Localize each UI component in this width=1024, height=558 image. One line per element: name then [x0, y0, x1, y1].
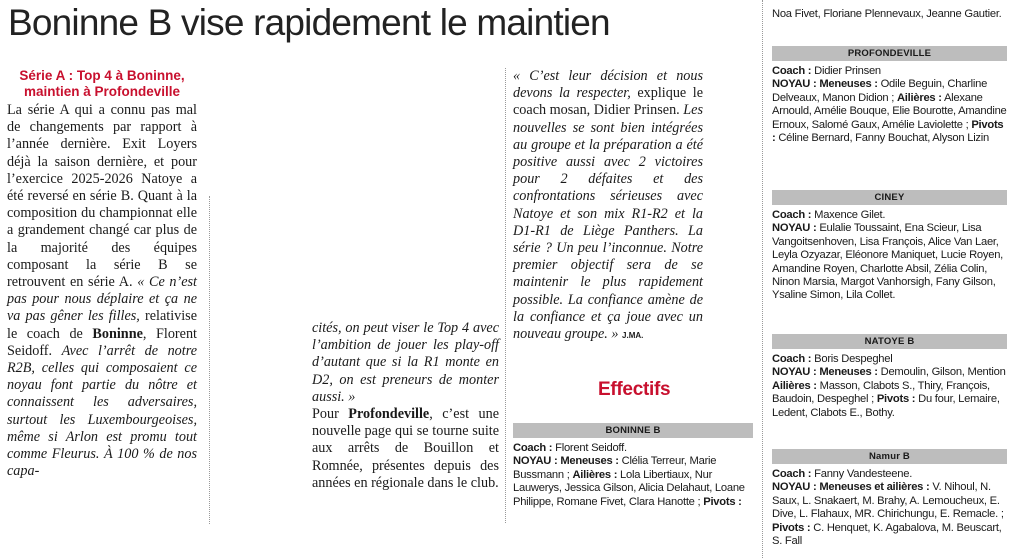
team-block-natoye — [772, 334, 1007, 420]
team-name-profondeville: Profondeville — [348, 406, 430, 423]
quote-text: cités, on peut viser le Top 4 avec l’ambition de jouer les play-off d’autant que si la R1 monte en D2, on est preneurs de monter aussi. » — [312, 320, 499, 405]
quote-text: Les nouvelles se sont bien intégrées au groupe et la préparation a été positive aussi avec 2 victoires pour 2 défaites et des confrontations sérieuses avec Natoye et son mix R1-R2 et la D1-R1 de Liège Panthers. La série ? Un peu l’inconnue. Notre premier objectif sera de se maintenir le plus rapidement possible. La confiance amène de la confiance et ça joue avec un nouveau groupe. » — [513, 102, 703, 343]
article-kicker — [7, 68, 197, 99]
team-roster-boninne: Coach : Florent Seidoff. NOYAU : Meneuses : Clélia Terreur, Marie Bussmann ; Ailières : Lola Libertiaux, Nur Lauwerys, Jessica Gilson, Alicia Delahaut, Loane Philippe, Romane Fivet, Clara Hanotte ; Pivots : — [513, 442, 745, 508]
team-roster-natoye: Coach : Boris Despeghel NOYAU : Meneuses : Demoulin, Gilson, Mention Ailières : Masson, Clabots S., Thiry, François, Baudoin, Despeghel ; Pivots : Du four, Lemaire, Ledent, Clabots E., Bothy. — [772, 353, 1006, 419]
team-block-namur — [772, 449, 1007, 548]
team-roster-profondeville: Coach : Didier Prinsen NOYAU : Meneuses : Odile Beguin, Charline Delveaux, Manon Didion ; Ailières : Alexane Arnould, Amélie Bouque, Elie Bourotte, Amandine Ernoux, Salomé Gaux, Amélie Laviolette ; Pivots : Céline Bernard, Fanny Bouchat, Alyson Lizin — [772, 65, 1007, 145]
team-roster-boninne-continued — [772, 8, 1012, 21]
body-text: Pour — [312, 406, 349, 423]
column-divider — [209, 196, 210, 524]
column-3-text — [513, 68, 703, 344]
intro-text: La série A qui a connu pas mal de changements par rapport à l’année dernière. Exit Loyers déjà la saison dernière, et pour l’exercice 2025-2026 Natoye a été reversé en série B. Quant à la composition du championnat elle a grandement changé car plus de la majorité des équipes composant la série B se retrouvent en série A. — [7, 102, 197, 291]
author-signature: J.MA. — [622, 331, 644, 341]
team-header-natoye: NATOYE B — [772, 334, 1007, 349]
quote-text: « C’est leur décision et nous devons la respecter, — [513, 68, 703, 102]
team-header-ciney: CINEY — [772, 190, 1007, 205]
body-text: , c’est une nouvelle page qui se tourne suite aux arrêts de Bouillon et Romnée, présentes depuis des années en régionale dans le club. — [312, 406, 499, 491]
team-header-profondeville: PROFONDEVILLE — [772, 46, 1007, 61]
team-block-ciney — [772, 190, 1007, 303]
team-block-profondeville — [772, 46, 1007, 145]
team-block-boninne — [513, 423, 753, 509]
article-headline: Boninne B vise rapidement le maintien — [8, 2, 610, 43]
body-text: relativise le coach de — [7, 308, 197, 342]
team-name-boninne: Boninne — [92, 325, 143, 342]
column-2-text-2 — [312, 406, 499, 492]
pivots-continued: Noa Fivet, Floriane Plennevaux, Jeanne Gautier. — [772, 8, 1002, 20]
column-divider — [762, 0, 763, 558]
body-text: explique le coach mosan, Didier Prinsen. — [513, 85, 704, 119]
column-divider — [505, 68, 506, 523]
article-column-1 — [7, 68, 197, 480]
effectifs-heading: Effectifs — [598, 379, 671, 400]
body-text: , Florent Seidoff. — [7, 325, 197, 359]
column-1-text — [7, 102, 197, 480]
quote-text: Avec l’arrêt de notre R2B, celles qui composaient ce noyau font partie du nôtre et connaissent les adversaires, surtout les Luxembourgeoises, même si Arlon est promu tout comme Fleurus. À 100 % de nos capa- — [7, 342, 197, 480]
team-header-boninne: BONINNE B — [513, 423, 753, 438]
article-column-3 — [513, 68, 703, 344]
article-column-2 — [312, 320, 499, 492]
quote-text: « Ce n’est pas pour nous déplaire et ça ne va pas gêner les filles, — [7, 274, 197, 325]
kicker-line-2: maintien à Profondeville — [23, 83, 181, 99]
team-roster-ciney: Coach : Maxence Gilet. NOYAU : Eulalie Toussaint, Ena Scieur, Lisa Vangoitsenhoven, Lisa François, Alice Van Laer, Leyla Ozyazar, Eléonore Maniquet, Lucie Royen, Amandine Royen, Charlotte Absil, Zélia Colin, Ninon Marsia, Margot Vanhorsigh, Fany Gilson, Ysaline Simon, Lila Collet. — [772, 209, 1004, 302]
kicker-line-1: Série A : Top 4 à Boninne, — [19, 68, 185, 83]
team-header-namur: Namur B — [772, 449, 1007, 464]
column-2-text — [312, 320, 499, 406]
team-roster-namur: Coach : Fanny Vandesteene. NOYAU : Meneuses et ailières : V. Nihoul, N. Saux, L. Snakaert, M. Brahy, A. Lemoucheux, E. Dive, L. Flahaux, MR. Chirichungu, E. Remacle. ; Pivots : C. Henquet, K. Agabalova, M. Beuscart, S. Fall — [772, 468, 1004, 548]
